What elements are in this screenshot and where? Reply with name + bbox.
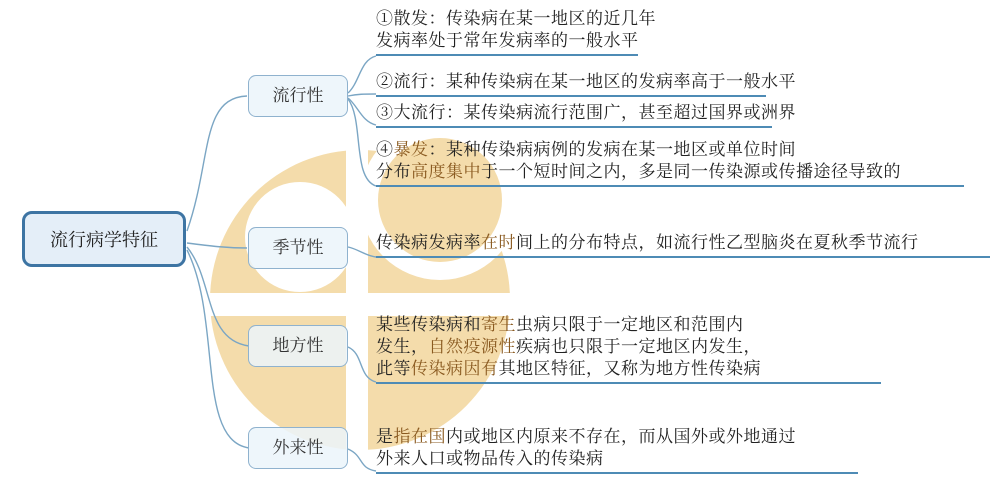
leaf-node-endemicity-detail[interactable]: [376, 314, 881, 384]
leaf-node-outbreak[interactable]: [376, 139, 964, 187]
leaf-text-line: 传染病发病率在时间上的分布特点，如流行性乙型脑炎在夏秋季节流行: [376, 233, 919, 252]
leaf-text-line: 某些传染病和寄生虫病只限于一定地区和范围内: [376, 315, 744, 334]
branch-node-epidemicity[interactable]: 流行性: [248, 75, 348, 117]
leaf-text-line: ①散发：传染病在某一地区的近几年: [376, 9, 656, 28]
branch-node-endemicity[interactable]: 地方性: [248, 325, 348, 367]
leaf-text-line: 是指在国内或地区内原来不存在，而从国外或外地通过: [376, 427, 796, 446]
leaf-text-line: 发病率处于常年发病率的一般水平: [376, 31, 639, 50]
leaf-text-line: 此等传染病因有其地区特征，又称为地方性传染病: [376, 359, 761, 378]
branch-node-seasonality[interactable]: 季节性: [248, 227, 348, 269]
leaf-node-sporadic[interactable]: [376, 8, 656, 56]
root-node-epidemiologic-features[interactable]: 流行病学特征: [22, 211, 186, 267]
leaf-node-exogeny-detail[interactable]: [376, 426, 858, 474]
leaf-text-line: ②流行：某种传染病在某一地区的发病率高于一般水平: [376, 72, 796, 91]
leaf-text-line: 外来人口或物品传入的传染病: [376, 449, 604, 468]
leaf-text-line: 分布高度集中于一个短时间之内，多是同一传染源或传播途径导致的: [376, 162, 901, 181]
leaf-text-line: ③大流行：某传染病流行范围广，甚至超过国界或洲界: [376, 103, 796, 122]
leaf-node-epidemic[interactable]: [376, 71, 796, 97]
branch-node-exogeny[interactable]: 外来性: [248, 427, 348, 469]
leaf-node-seasonality-detail[interactable]: [376, 232, 990, 258]
leaf-text-line: ④暴发：某种传染病病例的发病在某一地区或单位时间: [376, 140, 796, 159]
leaf-text-line: 发生，自然疫源性疾病也只限于一定地区内发生，: [376, 337, 761, 356]
leaf-node-pandemic[interactable]: [376, 102, 796, 128]
